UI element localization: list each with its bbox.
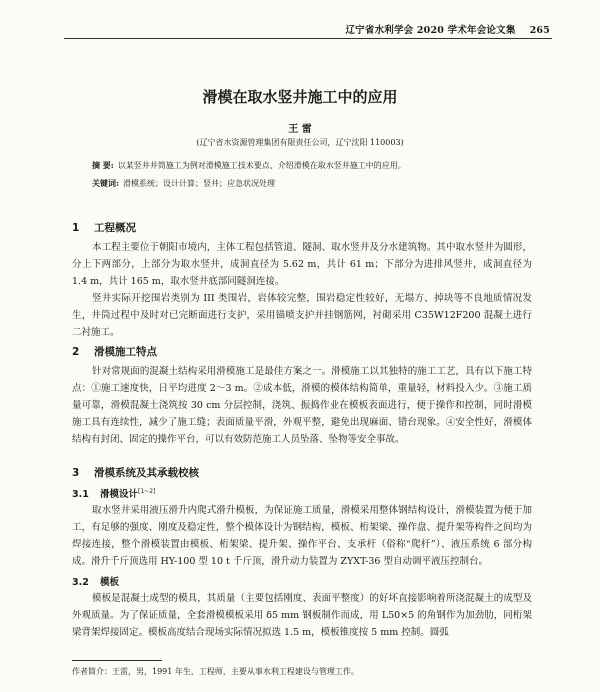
abstract-label: 摘 要: <box>92 160 114 170</box>
section-heading-1 <box>72 220 136 235</box>
running-header <box>345 22 550 36</box>
reference-marker: [1~2] <box>138 487 156 495</box>
author-affiliation: (辽宁省水资源管理集团有限责任公司，辽宁沈阳 110003) <box>196 138 404 147</box>
keywords <box>92 178 540 189</box>
section-heading-2 <box>72 344 157 359</box>
abstract <box>92 160 540 171</box>
subsection-heading-3-1 <box>72 486 166 500</box>
abstract-text: 以某竖井井筒施工为例对滑模施工技术要点、介绍滑模在取水竖井施工中的应用。 <box>117 161 406 170</box>
section-number: 3 <box>72 467 80 479</box>
paragraph-1-1: 本工程主要位于朝阳市境内，主体工程包括管道、隧洞、取水竖井及分水建筑物。其中取水竖井为圆形，分上下两部分，上部分为取水竖井，成洞直径为 5.62 m，共计 61 m；下部分为进排风竖井，成洞直径为 1.4 m，共计 165 m，取水竖井底部同隧洞连接。 <box>72 242 532 287</box>
header-journal: 辽宁省水利学会 2020 学术年会论文集 <box>345 25 516 36</box>
paragraph-1-2: 竖井实际开挖围岩类别为 III 类围岩，岩体较完整，围岩稳定性较好，无塌方、掉块等不良地质情况发生，井筒过程中及时对已完断面进行支护，采用锚喷支护并挂钢筋网，衬砌采用 C35W12F200 混凝土进行二衬施工。 <box>72 293 532 338</box>
section-number: 2 <box>72 346 80 358</box>
subsection-heading-3-2 <box>72 574 119 588</box>
section-number: 1 <box>72 222 80 234</box>
paragraph-3-1: 取水竖井采用液压滑升内爬式滑升模板，为保证施工质量，滑模采用整体钢结构设计，滑模装置为便于加工，有足够的强度、刚度及稳定性，整个模体设计为钢结构，模板、桁架梁、操作盘、提升架等构件之间均为焊接连接，整个滑模装置由模板、桁架梁、提升架、操作平台、支承杆（俗称“爬杆”）、液压系统 6 部分构成。滑升千斤顶选用 HY-100 型 10 t 千斤顶，滑升动力装置为 ZYXT-36 型自动调平液压控制台。 <box>72 505 532 567</box>
subsection-title: 滑模设计 <box>100 489 139 500</box>
subsection-title: 模板 <box>100 577 120 588</box>
section-heading-3 <box>72 465 199 480</box>
keywords-text: 滑模系统；设计计算；竖井；应急状况处理 <box>122 179 275 188</box>
paper-title: 滑模在取水竖井施工中的应用 <box>202 88 398 106</box>
section-title: 滑模施工特点 <box>94 346 157 358</box>
paragraph-2-1: 针对常规面的混凝土结构采用滑模施工是最佳方案之一。滑模施工以其独特的施工工艺，具有以下施工特点：①施工速度快，日平均进度 2～3 m。②成本低，滑模的模体结构简单，重量轻，材料投入少。③施工质量可靠，滑模混凝土浇筑按 30 cm 分层控制，浇筑、振捣作业在模板表面进行，便于操作和控制，同时滑模施工具有连续性，减少了施工缝；表面质量平滑，外观平整，避免出现麻面、错台现象。④安全性好，滑模体结构有封闭、固定的操作平台，可以有效防范施工人员坠落、坠物等安全事故。 <box>72 366 532 445</box>
author-footnote: 作者简介：王雷，男，1991 年生，工程师，主要从事水利工程建设与管理工作。 <box>72 667 359 676</box>
author-name: 王 雷 <box>288 124 312 135</box>
section-title: 滑模系统及其承载校核 <box>94 467 199 479</box>
section-title: 工程概况 <box>94 222 136 234</box>
keywords-label: 关键词: <box>92 178 119 188</box>
subsection-number: 3.2 <box>72 577 89 588</box>
subsection-number: 3.1 <box>72 489 89 500</box>
footnote-rule <box>72 660 162 661</box>
header-page-number: 265 <box>529 25 550 36</box>
paragraph-3-2: 模板是混凝土成型的模具，其质量（主要包括刚度、表面平整度）的好坏直接影响着所浇混凝土的成型及外观质量。为了保证质量，全套滑模模板采用 δ5 mm 钢板制作而成，用 L50×5 的角钢作为加劲肋，同桁架梁背架焊接固定。模板高度结合现场实际情况拟选 1.5 m，模板锥度按 5 mm 控制。圆弧 <box>72 593 532 638</box>
header-rule <box>64 38 552 39</box>
